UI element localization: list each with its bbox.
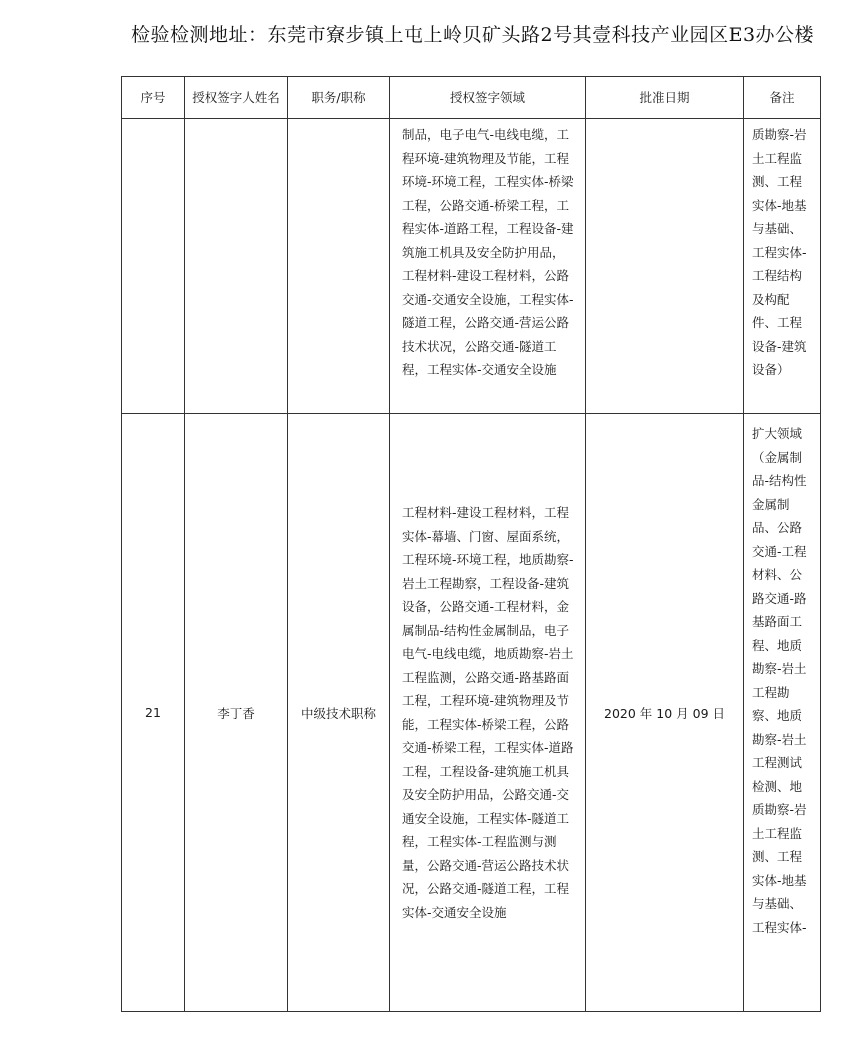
cell-note: 扩大领域（金属制品-结构性金属制品、公路交通-工程材料、公路交通-路基路面工程、地质勘察-岩土工程勘察、地质勘察-岩土工程测试检测、地质勘察-岩土工程监测、工程实体-地基与基础、工程实体-	[744, 414, 821, 1012]
cell-name: 李丁香	[185, 414, 288, 1012]
col-header-domain: 授权签字领域	[390, 77, 586, 119]
table-header-row	[122, 77, 821, 119]
cell-index: 21	[122, 414, 185, 1012]
cell-name	[185, 119, 288, 414]
cell-title	[288, 119, 390, 414]
col-header-name: 授权签字人姓名	[185, 77, 288, 119]
cell-index	[122, 119, 185, 414]
address-header: 检验检测地址：东莞市寮步镇上屯上岭贝矿头路2号其壹科技产业园区E3办公楼	[131, 24, 815, 46]
table-row	[122, 119, 821, 414]
cell-title: 中级技术职称	[288, 414, 390, 1012]
signatory-table	[121, 76, 821, 1012]
col-header-index: 序号	[122, 77, 185, 119]
cell-note: 质勘察-岩土工程监测、工程实体-地基与基础、工程实体-工程结构及构配件、工程设备-建筑设备）	[744, 119, 821, 414]
cell-domain: 制品，电子电气-电线电缆，工程环境-建筑物理及节能，工程环境-环境工程，工程实体-桥梁工程，公路交通-桥梁工程，工程实体-道路工程，工程设备-建筑施工机具及安全防护用品，工程材料-建设工程材料，公路交通-交通安全设施，工程实体-隧道工程，公路交通-营运公路技术状况，公路交通-隧道工程，工程实体-交通安全设施	[390, 119, 586, 414]
cell-date: 2020 年 10 月 09 日	[586, 414, 744, 1012]
cell-domain: 工程材料-建设工程材料，工程实体-幕墙、门窗、屋面系统，工程环境-环境工程，地质勘察-岩土工程勘察，工程设备-建筑设备，公路交通-工程材料，金属制品-结构性金属制品，电子电气-电线电缆，地质勘察-岩土工程监测，公路交通-路基路面工程，工程环境-建筑物理及节能，工程实体-桥梁工程，公路交通-桥梁工程，工程实体-道路工程，工程设备-建筑施工机具及安全防护用品，公路交通-交通安全设施，工程实体-隧道工程，工程实体-工程监测与测量，公路交通-营运公路技术状况，公路交通-隧道工程，工程实体-交通安全设施	[390, 414, 586, 1012]
col-header-note: 备注	[744, 77, 821, 119]
col-header-title: 职务/职称	[288, 77, 390, 119]
cell-date	[586, 119, 744, 414]
table-row	[122, 414, 821, 1012]
col-header-date: 批准日期	[586, 77, 744, 119]
